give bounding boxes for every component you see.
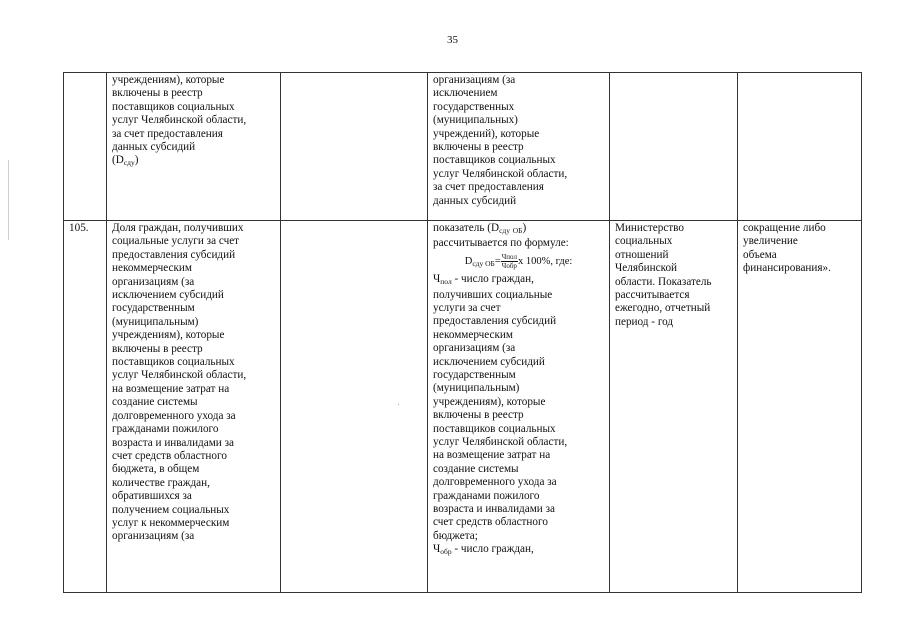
formula-numerator: [501, 253, 518, 262]
formula-fraction: [501, 253, 518, 270]
cell-empty-col5: [610, 73, 738, 221]
cell-risks: сокращение либо увеличение объема финансирования».: [738, 221, 862, 593]
def1-symbol: Ч: [433, 273, 441, 286]
method-intro-sub2: ОБ: [512, 226, 523, 235]
def2-text: - число граждан,: [451, 543, 534, 556]
method-intro-c: ) рассчитывается по формуле:: [433, 222, 569, 250]
formula: [433, 253, 604, 270]
indicator-continued-text: учреждениям), которые включены в реестр поставщиков социальных услуг Челябинской области, за счет предоставления данных субсидий (D: [112, 74, 247, 167]
formula-num: Ч: [501, 252, 507, 261]
indicator-symbol-sub: сду: [123, 158, 135, 168]
row-number: 105.: [64, 221, 107, 593]
table-row-105: [64, 221, 862, 593]
cell-responsible-body: Министерство социальных отношений Челябинской области. Показатель рассчитывается ежегодно, отчетный период - год: [610, 221, 738, 593]
method-intro-a: показатель (D: [433, 222, 500, 234]
formula-eq: =: [494, 255, 501, 267]
table-row-continued: [64, 73, 862, 221]
cell-indicator-continued: [107, 73, 281, 221]
cell-number-empty: [64, 73, 107, 221]
formula-den-sub: обр: [506, 261, 517, 270]
cell-empty-col6: [738, 73, 862, 221]
formula-rhs: х 100%, где:: [517, 255, 573, 267]
cell-calculation-method: [428, 221, 610, 593]
formula-lhs-sub: сду ОБ: [472, 258, 495, 268]
def1-sub: пол: [440, 277, 452, 287]
formula-lhs: D: [464, 255, 473, 267]
cell-method-continued: организациям (за исключением государственных (муниципальных) учреждений), которые включены в реестр поставщиков социальных услуг Челябинской области, за счет предоставления данных субсидий: [428, 73, 610, 221]
def1-text: - число граждан, получивших социальные услуги за счет предоставления субсидий некоммерческим организациям (за исключением субсидий государственным (муниципальным) учреждениям), которые включены в реестр поставщиков социальных услуг Челябинской области, на возмещение затрат на создание системы долговременного ухода за гражданами пожилого возраста и инвалидами за счет средств областного бюджета;: [433, 273, 568, 542]
cell-empty-col3: [281, 73, 428, 221]
cell-indicator-name: Доля граждан, получивших социальные услуги за счет предоставления субсидий некоммерческим организациям (за исключением субсидий государственным (муниципальным) учреждениям), которые включены в реестр поставщиков социальных услуг Челябинской области, на возмещение затрат на создание системы долговременного ухода за гражданами пожилого возраста и инвалидами за счет средств областного бюджета, в общем количестве граждан, обратившихся за получением социальных услуг к некоммерческим организациям (за: [107, 221, 281, 593]
scan-edge-mark: [8, 160, 9, 240]
def2-symbol: Ч: [433, 543, 441, 556]
def2-sub: обр: [440, 547, 452, 557]
cell-empty-col3-row105: [281, 221, 428, 593]
formula-den: Ч: [501, 261, 507, 270]
page-number: 35: [447, 34, 458, 46]
formula-num-sub: пол: [506, 252, 517, 261]
indicators-table: [63, 72, 862, 593]
method-intro-sub1: сду: [499, 226, 510, 235]
indicator-symbol-close: ): [134, 154, 139, 167]
formula-denominator: [501, 262, 518, 270]
